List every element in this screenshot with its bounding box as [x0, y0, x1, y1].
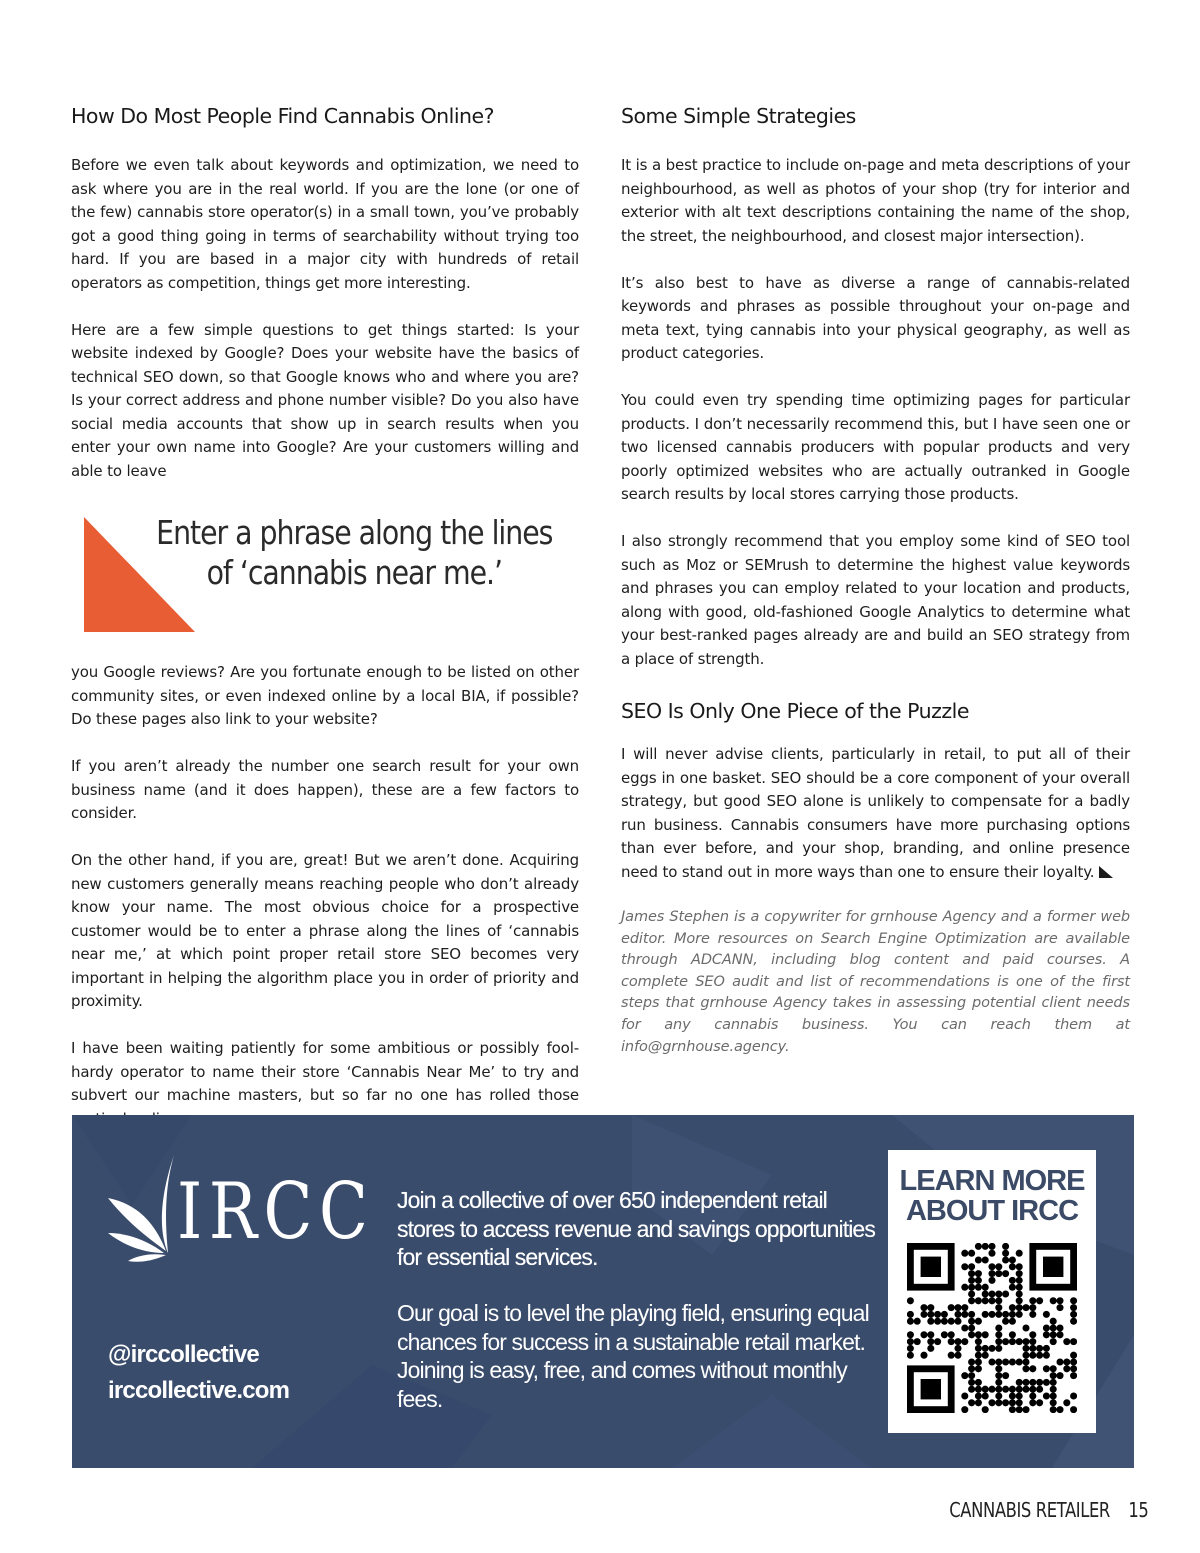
qr-module: [1043, 1331, 1050, 1338]
qr-module: [975, 1284, 982, 1291]
qr-module: [982, 1297, 989, 1304]
qr-module: [927, 1304, 934, 1311]
author-byline: James Stephen is a copywriter for grnhouse Agency and a former web editor. More resources on Search Engine Optimization are available through ADCANN, including blog content and paid courses. A complete SEO audit and list of recommendations is one of the first steps that grnhouse Agency takes in assessing potential client needs for any cannabis business. You can reach them at info@grnhouse.agency.: [621, 909, 1130, 1055]
qr-module: [1016, 1399, 1023, 1406]
qr-module: [982, 1392, 989, 1399]
cta-line: LEARN MORE: [899, 1165, 1085, 1197]
qr-module: [1016, 1284, 1023, 1291]
paragraph: Here are a few simple questions to get things started: Is your website indexed by Google? Does your website have the basics of technical SEO down, so that Google knows who and where you are? Is your correct address and phone number visible? Do you also have social media accounts that show up in search results when you enter your own name into Google? Are your customers willing and able to leave: [71, 320, 579, 480]
paragraph: It is a best practice to include on-page and meta descriptions of your neighbourhood, as well as photos of your shop (try for interior and exterior with alt text descriptions containing the name of the shop, the street, the neighbourhood, and closest major intersection).: [621, 156, 1130, 245]
section-heading: SEO Is Only One Piece of the Puzzle: [621, 699, 969, 723]
qr-module: [975, 1297, 982, 1304]
qr-module: [995, 1386, 1002, 1393]
qr-module: [1070, 1372, 1077, 1379]
qr-module: [1070, 1318, 1077, 1325]
qr-module: [1050, 1324, 1057, 1331]
qr-module: [995, 1392, 1002, 1399]
qr-module: [954, 1352, 961, 1359]
qr-module: [961, 1338, 968, 1345]
qr-module: [1022, 1352, 1029, 1359]
website-link[interactable]: irccollective.com: [108, 1377, 290, 1404]
qr-module: [1009, 1358, 1016, 1365]
qr-module: [1056, 1304, 1063, 1311]
qr-module: [920, 1331, 927, 1338]
qr-module: [995, 1263, 1002, 1270]
qr-module: [961, 1392, 968, 1399]
qr-module: [927, 1318, 934, 1325]
pull-quote: [71, 513, 579, 639]
qr-module: [920, 1304, 927, 1311]
qr-module: [988, 1270, 995, 1277]
qr-module: [1016, 1270, 1023, 1277]
qr-module: [1043, 1392, 1050, 1399]
paragraph: I also strongly recommend that you employ some kind of SEO tool such as Moz or SEMrush to determine the highest value keywords and phrases you can employ related to your location and products, along with good, old-fashioned Google Analytics to determine what your best-ranked pages already are and build an SEO strategy from a place of strength.: [621, 532, 1130, 668]
qr-module: [1009, 1304, 1016, 1311]
qr-module: [968, 1379, 975, 1386]
qr-module: [1043, 1365, 1050, 1372]
qr-module: [975, 1277, 982, 1284]
qr-module: [982, 1352, 989, 1359]
qr-module: [1016, 1338, 1023, 1345]
qr-module: [907, 1297, 914, 1304]
pull-quote-line: of ‘cannabis near me.’: [206, 553, 503, 592]
qr-module: [1056, 1297, 1063, 1304]
qr-module: [961, 1263, 968, 1270]
qr-module: [968, 1284, 975, 1291]
qr-module: [975, 1338, 982, 1345]
qr-module: [1070, 1311, 1077, 1318]
qr-module: [1036, 1297, 1043, 1304]
qr-module: [982, 1345, 989, 1352]
qr-module: [975, 1243, 982, 1250]
qr-module: [1002, 1386, 1009, 1393]
qr-module: [934, 1318, 941, 1325]
qr-module: [954, 1338, 961, 1345]
qr-module: [1050, 1318, 1057, 1325]
qr-module: [1022, 1379, 1029, 1386]
qr-module: [1029, 1304, 1036, 1311]
qr-module: [988, 1358, 995, 1365]
qr-module: [1002, 1290, 1009, 1297]
qr-module: [1016, 1277, 1023, 1284]
qr-module: [941, 1311, 948, 1318]
qr-module: [1029, 1311, 1036, 1318]
qr-module: [982, 1406, 989, 1413]
qr-module: [982, 1331, 989, 1338]
qr-module: [975, 1331, 982, 1338]
qr-module: [1002, 1399, 1009, 1406]
qr-module: [1056, 1324, 1063, 1331]
qr-module: [961, 1250, 968, 1257]
qr-module: [1002, 1338, 1009, 1345]
ad-message: Our goal is to level the playing field, ensuring equal chances for success in a sustainable retail market. Joining is easy, free, and comes without monthly fees.: [397, 1300, 869, 1412]
qr-module: [995, 1324, 1002, 1331]
qr-module: [968, 1311, 975, 1318]
qr-module: [995, 1297, 1002, 1304]
qr-module: [988, 1311, 995, 1318]
qr-module: [975, 1352, 982, 1359]
qr-module: [1036, 1399, 1043, 1406]
qr-module: [1036, 1345, 1043, 1352]
qr-module: [975, 1392, 982, 1399]
qr-module: [1050, 1406, 1057, 1413]
right-column: [621, 96, 1130, 1058]
page-number: 15: [1127, 1498, 1148, 1522]
qr-module: [927, 1311, 934, 1318]
qr-module: [948, 1331, 955, 1338]
qr-module: [982, 1243, 989, 1250]
qr-module: [948, 1352, 955, 1359]
qr-module: [1050, 1331, 1057, 1338]
qr-module: [1002, 1270, 1009, 1277]
qr-module: [961, 1372, 968, 1379]
qr-module: [1063, 1358, 1070, 1365]
qr-module: [975, 1379, 982, 1386]
qr-module: [1022, 1304, 1029, 1311]
qr-module: [1002, 1256, 1009, 1263]
qr-module: [954, 1311, 961, 1318]
qr-module: [1036, 1379, 1043, 1386]
qr-module: [927, 1331, 934, 1338]
qr-module: [975, 1318, 982, 1325]
paragraph: It’s also best to have as diverse a range of cannabis-related keywords and phrases as possible throughout your on-page and meta text, tying cannabis into your physical geography, as well as product categories.: [621, 273, 1130, 362]
qr-module: [1022, 1365, 1029, 1372]
qr-module: [1022, 1358, 1029, 1365]
qr-module: [961, 1304, 968, 1311]
qr-module: [995, 1379, 1002, 1386]
qr-module: [968, 1399, 975, 1406]
qr-module: [975, 1345, 982, 1352]
qr-module: [1070, 1358, 1077, 1365]
qr-module: [968, 1318, 975, 1325]
qr-module: [982, 1311, 989, 1318]
qr-module: [988, 1399, 995, 1406]
qr-module: [1029, 1345, 1036, 1352]
qr-module: [982, 1386, 989, 1393]
qr-module: [1022, 1386, 1029, 1393]
qr-module: [968, 1277, 975, 1284]
qr-module: [1070, 1297, 1077, 1304]
qr-module: [907, 1318, 914, 1325]
qr-module: [1050, 1372, 1057, 1379]
qr-module: [995, 1358, 1002, 1365]
qr-module: [995, 1290, 1002, 1297]
qr-module: [988, 1345, 995, 1352]
qr-module: [995, 1311, 1002, 1318]
left-column: [71, 96, 579, 1131]
qr-module: [1022, 1345, 1029, 1352]
qr-module: [1009, 1318, 1016, 1325]
qr-module: [982, 1256, 989, 1263]
qr-module: [988, 1243, 995, 1250]
qr-module: [907, 1311, 914, 1318]
qr-module: [995, 1331, 1002, 1338]
qr-module: [995, 1365, 1002, 1372]
qr-module: [1063, 1338, 1070, 1345]
cta-line: ABOUT IRCC: [905, 1195, 1079, 1227]
qr-module: [914, 1338, 921, 1345]
paragraph-text: I will never advise clients, particularly in retail, to put all of their eggs in one basket. SEO should be a core component of your overall strategy, but good SEO alone is unlikely to compensate for a badly run business. Cannabis consumers have more purchasing options than ever before, and your shop, branding, and online presence need to stand out in more ways than one to ensure their loyalty.: [621, 745, 1130, 881]
qr-module: [1016, 1392, 1023, 1399]
qr-module: [1016, 1297, 1023, 1304]
qr-module: [1016, 1304, 1023, 1311]
qr-module: [1029, 1297, 1036, 1304]
qr-module: [1063, 1365, 1070, 1372]
qr-module: [1043, 1345, 1050, 1352]
paragraph: If you aren’t already the number one search result for your own business name (and it does happen), these are a few factors to consider.: [71, 757, 579, 822]
qr-module: [954, 1304, 961, 1311]
page-footer: [914, 1498, 1148, 1522]
qr-module: [988, 1277, 995, 1284]
publication-name: CANNABIS RETAILER: [948, 1498, 1110, 1522]
qr-module: [1016, 1406, 1023, 1413]
qr-module: [968, 1386, 975, 1393]
qr-module: [1029, 1331, 1036, 1338]
qr-module: [1056, 1406, 1063, 1413]
qr-module: [1070, 1365, 1077, 1372]
qr-module: [1016, 1379, 1023, 1386]
qr-module: [1043, 1324, 1050, 1331]
qr-module: [914, 1318, 921, 1325]
qr-module: [1009, 1277, 1016, 1284]
qr-module: [1050, 1365, 1057, 1372]
qr-module: [1070, 1338, 1077, 1345]
qr-module: [1009, 1311, 1016, 1318]
qr-module: [927, 1345, 934, 1352]
qr-code-icon[interactable]: [907, 1243, 1077, 1413]
qr-module: [934, 1311, 941, 1318]
ircc-ad-banner[interactable]: [72, 1115, 1134, 1468]
qr-module: [1056, 1358, 1063, 1365]
qr-module: [948, 1304, 955, 1311]
qr-module: [1009, 1392, 1016, 1399]
qr-module: [1050, 1386, 1057, 1393]
learn-more-panel[interactable]: [888, 1150, 1096, 1433]
qr-module: [988, 1250, 995, 1257]
qr-module: [1043, 1352, 1050, 1359]
qr-module: [995, 1338, 1002, 1345]
qr-module: [1009, 1284, 1016, 1291]
qr-module: [1029, 1386, 1036, 1393]
qr-module: [1022, 1406, 1029, 1413]
qr-module: [975, 1358, 982, 1365]
qr-module: [995, 1399, 1002, 1406]
cannabis-leaf-icon: [108, 1153, 178, 1263]
qr-module: [907, 1338, 914, 1345]
qr-module: [1029, 1379, 1036, 1386]
qr-module: [1002, 1318, 1009, 1325]
section-heading: How Do Most People Find Cannabis Online?: [71, 104, 495, 128]
qr-module: [1022, 1338, 1029, 1345]
qr-module: [1002, 1358, 1009, 1365]
qr-module: [1002, 1243, 1009, 1250]
qr-module: [907, 1331, 914, 1338]
qr-module: [995, 1270, 1002, 1277]
qr-module: [1029, 1338, 1036, 1345]
qr-module: [1070, 1392, 1077, 1399]
qr-module: [1036, 1352, 1043, 1359]
qr-module: [1070, 1352, 1077, 1359]
qr-module: [968, 1324, 975, 1331]
qr-module: [1016, 1290, 1023, 1297]
section-heading: Some Simple Strategies: [621, 104, 856, 128]
qr-module: [1009, 1338, 1016, 1345]
qr-module: [1009, 1406, 1016, 1413]
qr-module: [1009, 1263, 1016, 1270]
qr-module: [975, 1270, 982, 1277]
qr-module: [1070, 1406, 1077, 1413]
qr-module: [1009, 1256, 1016, 1263]
qr-module: [1050, 1338, 1057, 1345]
qr-module: [975, 1399, 982, 1406]
qr-module: [1043, 1379, 1050, 1386]
qr-module: [988, 1290, 995, 1297]
qr-module: [1002, 1250, 1009, 1257]
qr-module: [1056, 1372, 1063, 1379]
qr-module: [941, 1318, 948, 1325]
qr-module: [988, 1297, 995, 1304]
qr-module: [1056, 1331, 1063, 1338]
qr-finder: [921, 1257, 941, 1277]
end-mark-icon: [1098, 865, 1114, 879]
qr-module: [954, 1345, 961, 1352]
qr-module: [1016, 1358, 1023, 1365]
qr-module: [968, 1263, 975, 1270]
qr-module: [1016, 1311, 1023, 1318]
qr-module: [1029, 1365, 1036, 1372]
paragraph: you Google reviews? Are you fortunate enough to be listed on other community sites, or even indexed online by a local BIA, if possible? Do these pages also link to your website?: [71, 663, 579, 728]
qr-module: [927, 1338, 934, 1345]
qr-finder: [921, 1379, 941, 1399]
qr-module: [948, 1338, 955, 1345]
qr-module: [1070, 1304, 1077, 1311]
qr-module: [968, 1358, 975, 1365]
paragraph: I have been waiting patiently for some ambitious or possibly fool-hardy operator to name their store ‘Cannabis Near Me’ to try and subvert our machine masters, but so far no one has rolled those: [71, 1039, 579, 1104]
qr-module: [982, 1284, 989, 1291]
qr-module: [1016, 1263, 1023, 1270]
qr-module: [941, 1331, 948, 1338]
qr-module: [948, 1318, 955, 1325]
qr-module: [920, 1311, 927, 1318]
qr-module: [975, 1386, 982, 1393]
qr-module: [1009, 1386, 1016, 1393]
qr-module: [961, 1311, 968, 1318]
qr-module: [1043, 1311, 1050, 1318]
qr-module: [1016, 1386, 1023, 1393]
qr-module: [982, 1290, 989, 1297]
qr-module: [975, 1365, 982, 1372]
qr-module: [1029, 1392, 1036, 1399]
qr-module: [1063, 1399, 1070, 1406]
qr-module: [1009, 1331, 1016, 1338]
qr-module: [988, 1386, 995, 1393]
qr-module: [1009, 1399, 1016, 1406]
qr-module: [1050, 1392, 1057, 1399]
qr-module: [1050, 1399, 1057, 1406]
pull-quote-line: Enter a phrase along the lines: [156, 513, 553, 552]
qr-module: [1029, 1399, 1036, 1406]
qr-module: [934, 1338, 941, 1345]
qr-finder: [1043, 1257, 1063, 1277]
qr-module: [995, 1345, 1002, 1352]
qr-module: [988, 1263, 995, 1270]
qr-module: [1016, 1250, 1023, 1257]
qr-module: [968, 1331, 975, 1338]
qr-module: [920, 1352, 927, 1359]
qr-module: [968, 1372, 975, 1379]
qr-module: [968, 1250, 975, 1257]
paragraph-with-end-mark: [621, 743, 1130, 884]
qr-module: [954, 1318, 961, 1325]
qr-module: [968, 1270, 975, 1277]
paragraph: On the other hand, if you are, great! But we aren’t done. Acquiring new customers generally means reaching people who don’t already know your name. The most obvious choice for a prospective customer would be to enter a phrase along the lines of ‘cannabis near me,’ at which point proper retail store SEO becomes very important in helping the algorithm place you in order of priority and proximity.: [71, 851, 579, 1010]
qr-module: [961, 1324, 968, 1331]
qr-module: [961, 1406, 968, 1413]
qr-module: [995, 1304, 1002, 1311]
paragraph: Before we even talk about keywords and optimization, we need to ask where you are in the real world. If you are the lone (or one of the few) cannabis store operator(s) in a small town, you’ve probably got a good thing going in terms of searchability without trying too hard. If you are based in a major city with hundreds of retail operators as competition, things get more interesting.: [71, 156, 579, 292]
qr-module: [1029, 1352, 1036, 1359]
qr-module: [907, 1352, 914, 1359]
qr-module: [1022, 1324, 1029, 1331]
qr-module: [975, 1256, 982, 1263]
qr-module: [1050, 1297, 1057, 1304]
qr-module: [995, 1372, 1002, 1379]
qr-module: [968, 1297, 975, 1304]
qr-module: [1002, 1372, 1009, 1379]
qr-module: [968, 1290, 975, 1297]
ircc-logo-text: IRCC: [177, 1167, 375, 1257]
qr-module: [1002, 1311, 1009, 1318]
social-handle[interactable]: @irccollective: [108, 1341, 259, 1368]
qr-module: [968, 1365, 975, 1372]
qr-module: [907, 1345, 914, 1352]
ad-message: Join a collective of over 650 independent retail stores to access revenue and savings opportunities for essential services.: [397, 1187, 875, 1270]
qr-module: [961, 1284, 968, 1291]
qr-module: [1050, 1379, 1057, 1386]
qr-module: [1036, 1386, 1043, 1393]
paragraph: You could even try spending time optimizing pages for particular products. I don’t necessarily recommend this, but I have seen one or two licensed cannabis producers with popular products and very poorly optimized websites who are actually outranked in Google search results by local stores carrying those products.: [621, 391, 1130, 503]
